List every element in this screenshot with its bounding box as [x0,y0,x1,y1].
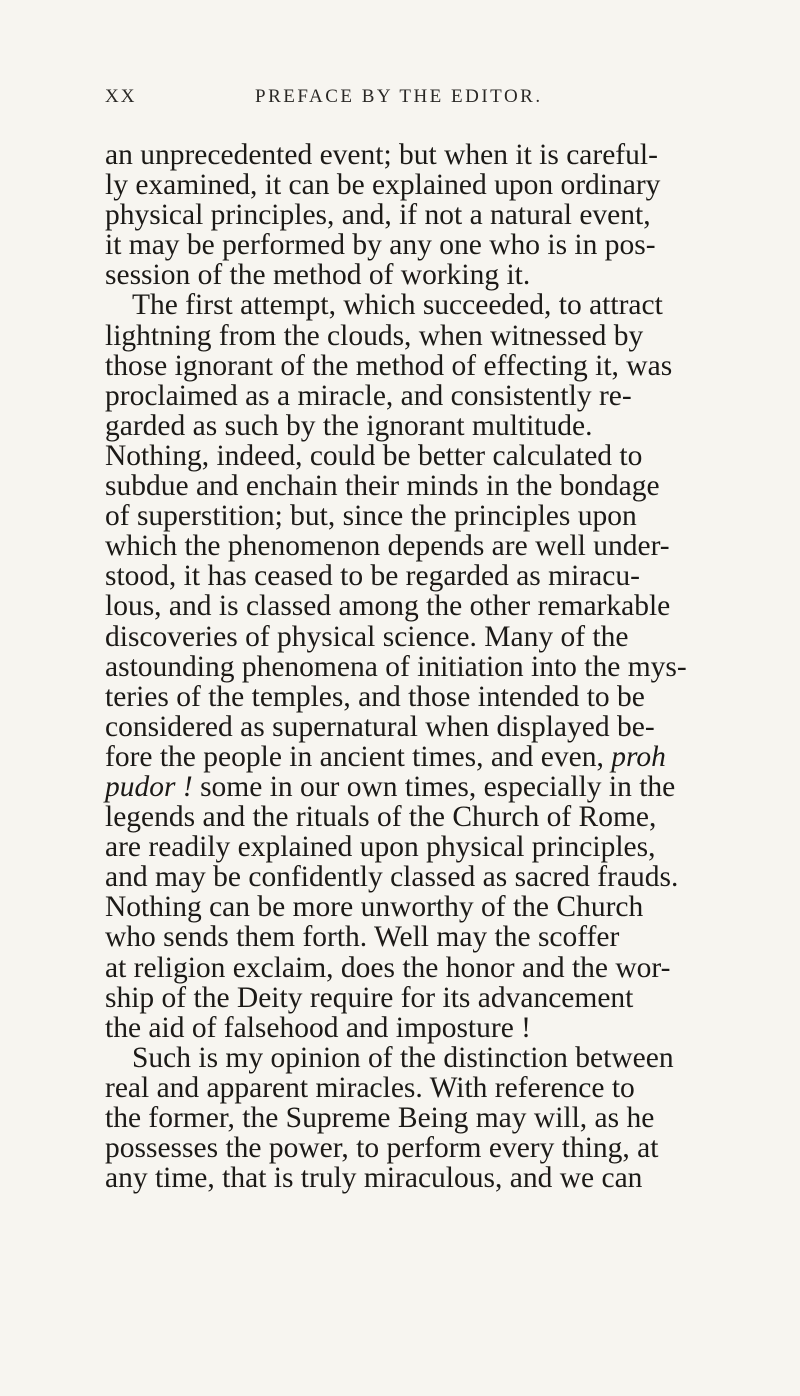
text-line: and may be confidently classed as sacred frauds. [105,861,679,894]
text-line: of superstition; but, since the principles upon [105,500,637,533]
text-line: Nothing can be more unworthy of the Church [105,891,644,924]
paragraph-start-line: The first attempt, which succeeded, to attract [132,289,663,322]
text-line: ship of the Deity require for its advancement [105,981,634,1014]
text-line: those ignorant of the method of effecting it, was [105,349,673,382]
text-line: garded as such by the ignorant multitude. [105,409,593,442]
text-line: discoveries of physical science. Many of the [105,620,629,653]
text-line: lous, and is classed among the other remarkable [105,590,671,623]
paragraph-start-line: Such is my opinion of the distinction between [132,1041,674,1074]
italic-phrase: proh [611,740,666,773]
text-line: which the phenomenon depends are well under- [105,530,670,563]
text-line: subdue and enchain their minds in the bondage [105,470,660,503]
text-line: legends and the rituals of the Church of Rome, [105,801,657,834]
text-line: session of the method of working it. [105,259,531,292]
text-line: teries of the temples, and those intended to be [105,680,645,713]
text-line: lightning from the clouds, when witnessed by [105,319,644,352]
text-line: who sends them forth. Well may the scoffer [105,921,620,954]
text-line: Nothing, indeed, could be better calculated to [105,439,643,472]
text-line: physical principles, and, if not a natural event, [105,199,651,232]
text-line: stood, it has ceased to be regarded as miracu- [105,560,640,593]
text-line: are readily explained upon physical principles, [105,831,656,864]
text-line: ly examined, it can be explained upon ordinary [105,169,661,202]
text-line: fore the people in ancient times, and even, proh [105,740,666,773]
page-number: XX [105,86,137,107]
running-title: PREFACE BY THE EDITOR. [255,86,543,107]
text-line: it may be performed by any one who is in pos- [105,229,656,262]
body-text [105,140,745,1193]
text-line: considered as supernatural when displayed be- [105,710,655,743]
text-line: astounding phenomena of initiation into the mys- [105,650,687,683]
text-line: real and apparent miracles. With reference to [105,1071,635,1104]
text-line: any time, that is truly miraculous, and we can [105,1162,643,1195]
text-line: the former, the Supreme Being may will, as he [105,1102,655,1134]
text-line: an unprecedented event; but when it is careful- [105,139,658,171]
text-line: proclaimed as a miracle, and consistently re- [105,379,632,412]
italic-phrase: pudor ! [105,770,193,803]
text-line: the aid of falsehood and imposture ! [105,1011,531,1044]
text-line: pudor ! some in our own times, especially in the [105,770,676,803]
running-head [105,86,705,116]
text-line: at religion exclaim, does the honor and the wor- [105,951,671,984]
text-line: possesses the power, to perform every thing, at [105,1132,659,1165]
